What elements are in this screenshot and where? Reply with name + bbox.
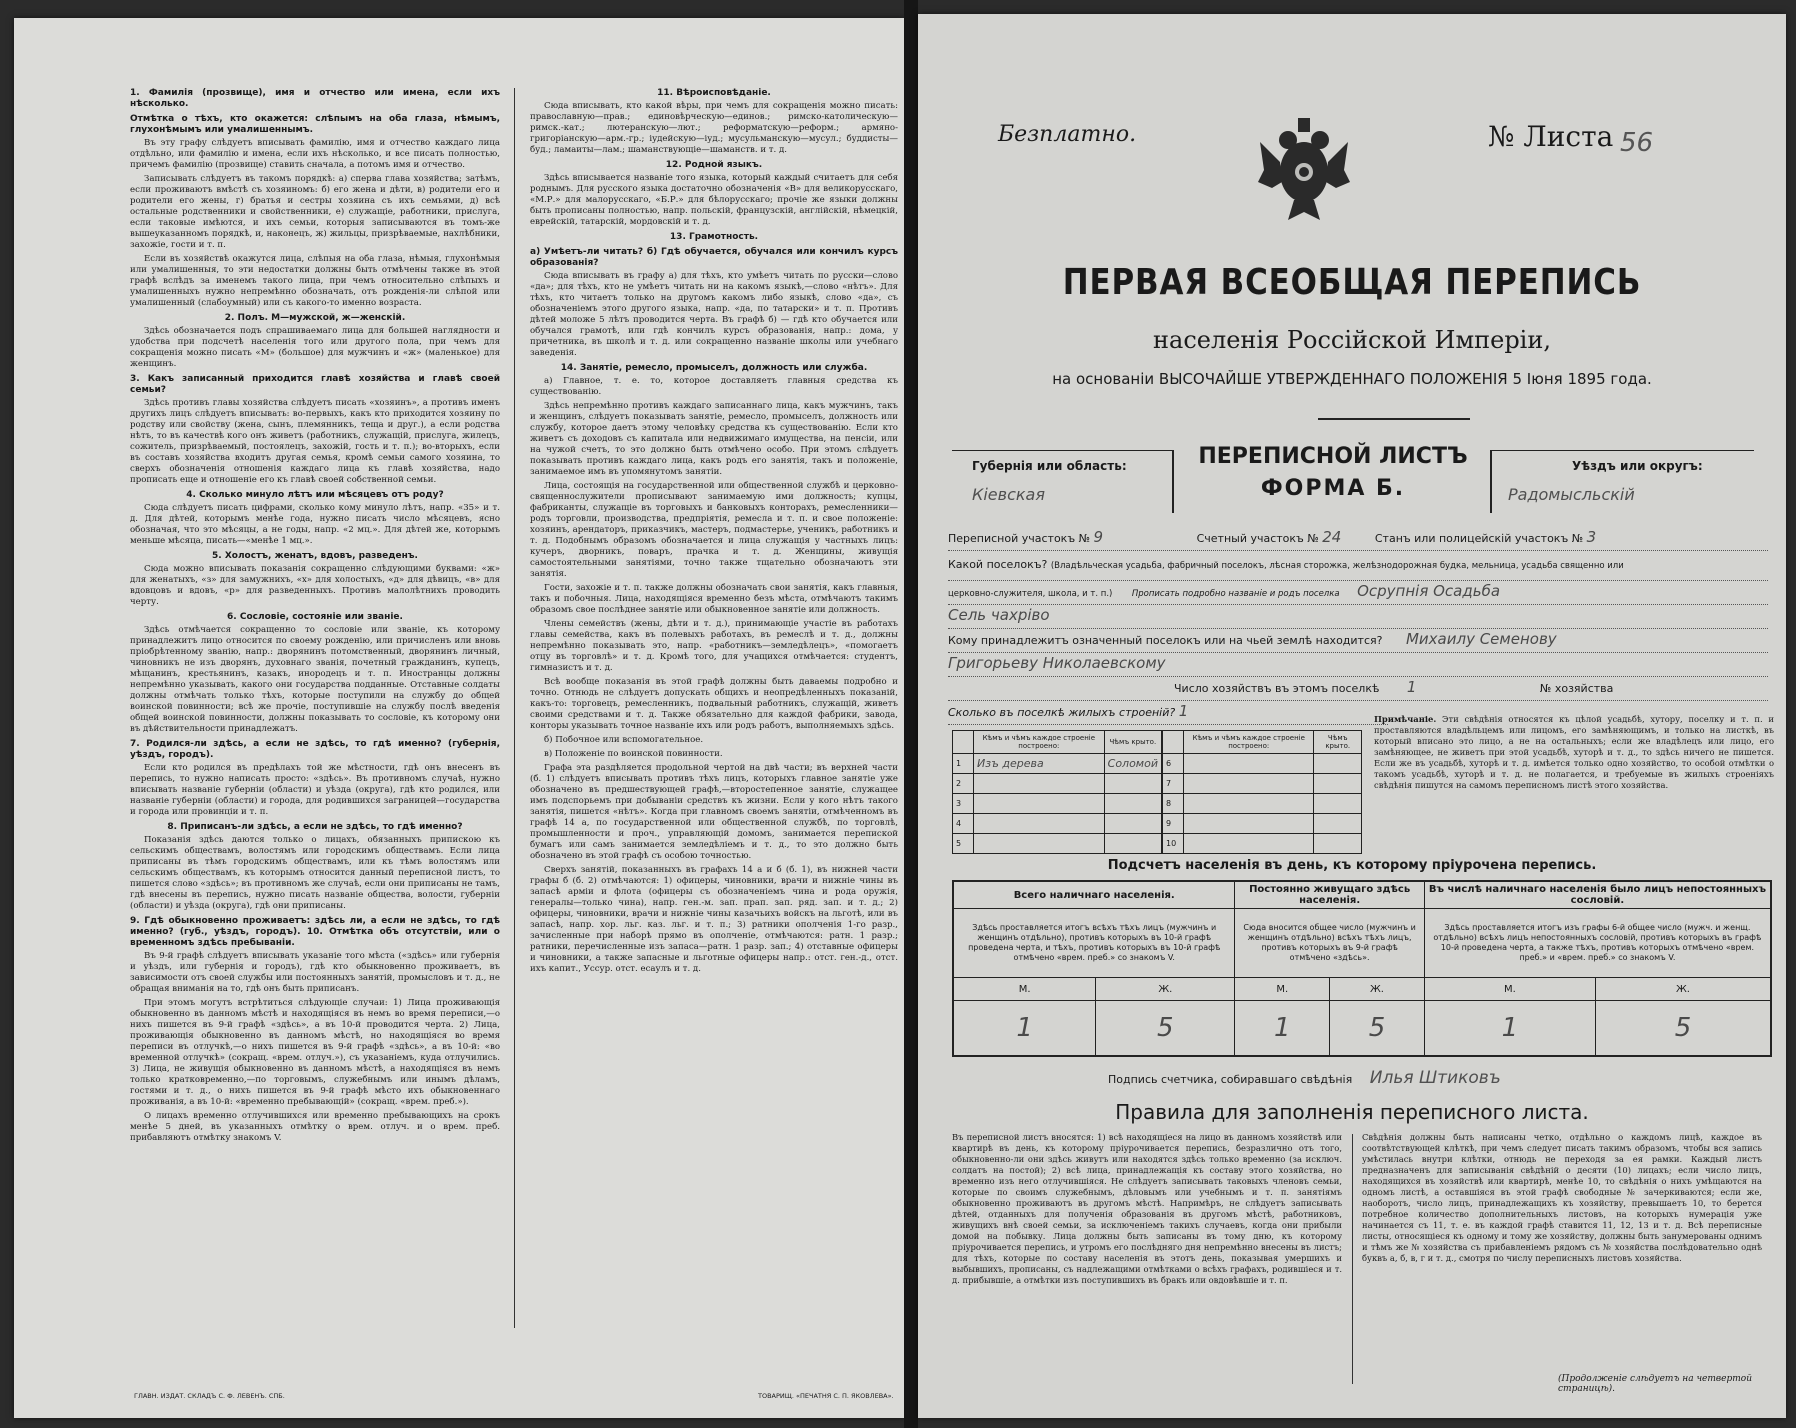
main-title: ПЕРВАЯ ВСЕОБЩАЯ ПЕРЕПИСЬ <box>1062 262 1642 303</box>
rules-column-2: Свѣдѣнія должны быть написаны четко, отдѣльно о каждомъ лицѣ, каждое въ соотвѣтствующей клѣткѣ, при чемъ следует писать такимъ образомъ, чтобы вся запись умѣстилась внутри клѣтки, отнюдь не переходя за ея рамки. Каждый листъ предназначенъ для записыванія свѣдѣній о десяти (10) лицахъ; если число лицъ, находящихся въ хозяйствѣ или квартирѣ, менѣе 10, то свѣдѣнія о нихъ умѣщаются на одномъ листѣ, а оставшіяся въ этой графѣ свободные № зачеркиваются; если же, наоборотъ, число лицъ, принадлежащихъ къ хозяйству, превышаетъ 10, то берется потребное количество дополнительныхъ листовъ, на которыхъ нумерація уже начинается съ 11, т. е. въ каждой графѣ ставится 11, 12, 13 и т. д. Всѣ переписные листы, относящіеся къ одному и тому же хозяйству, должны быть занумерованы однимъ и тѣмъ же № хозяйства съ прибавленіемъ рядомъ съ № хозяйства послѣдовательно однѣ буквъ а, б, в, г и т. д., смотря по числу переписныхъ листовъ хозяйства. <box>1362 1132 1762 1263</box>
section-heading: а) Умѣетъ-ли читать? б) Гдѣ обучается, обучался или кончилъ курсъ образованія? <box>530 247 898 268</box>
section-heading: 13. Грамотность. <box>669 232 759 242</box>
settlement-value-2: Сель чахріво <box>948 606 1050 624</box>
building-row <box>953 814 1162 834</box>
row-settlement <box>948 558 1768 581</box>
rules-title: Правила для заполненія переписного листа. <box>1115 1100 1589 1124</box>
note-head: Примѣчаніе. <box>1374 714 1437 724</box>
section-heading: 4. Сколько минуло лѣтъ или мѣсяцевъ отъ роду? <box>186 490 444 500</box>
instruction-paragraph: Лица, состоящія на государственной или общественной службѣ и церковно-священнослужители прописывают занимаемую ими должность; купцы, фабриканты, служащіе въ торговыхъ и банковыхъ конторахъ, ремесленники—родъ торговли, производства, предпріятія, ремесла и т. п. и свое положеніе: хозяинъ, арендаторъ, приказчикъ, мастеръ, подмастерье, ученикъ, работникъ и т. д. Подобнымъ образомъ обозначается и лица служащія у частныхъ лицъ: кучеръ, дворникъ, поваръ, прачка и т. д. Женщины, живущія самостоятельными занятіями, точно также тщательно обозначаютъ эти занятія. <box>530 481 898 579</box>
section-heading: 7. Родился-ли здѣсь, а если не здѣсь, то гдѣ именно? (губернія, уѣздъ, городъ). <box>130 739 500 760</box>
male-label: М. <box>1424 978 1595 1001</box>
buildings-table-left <box>952 730 1162 854</box>
building-no-header-2 <box>1163 731 1184 754</box>
male-label: М. <box>1235 978 1330 1001</box>
building-row <box>1163 774 1362 794</box>
row-buildings <box>948 702 1388 725</box>
building-row <box>1163 814 1362 834</box>
instruction-paragraph: Здѣсь отмѣчается сокращенно то сословіе или званіе, къ которому принадлежитъ лицо относится по своему рожденію, или причисленъ или вновь пріобрѣтенному званію, напр.: дворянинъ потомственный, дворянинъ личный, чиновникъ не изъ дворянъ, духовнаго званія, почетный гражданинъ, купецъ, мѣщанинъ, крестьянинъ, казакъ, инородецъ и т. п. Иностранцы должны непремѣнно указывать, какого они государства подданные. Отставные солдаты должны отмѣчать только тѣхъ, которые поступили на службу до общей воинской повинности; всѣ же прочіе, поступившіе на службу послѣ введенія общей воинской повинности, должны показывать то сословіе, къ которому они въ дѣйствительности принадлежатъ. <box>130 625 500 734</box>
building-roof <box>1314 834 1362 854</box>
buildings-table-right <box>1162 730 1362 854</box>
building-material <box>1184 834 1314 854</box>
building-material <box>974 774 1105 794</box>
building-number: 5 <box>953 834 974 854</box>
building-row <box>1163 794 1362 814</box>
female-label: Ж. <box>1595 978 1771 1001</box>
count-title: Подсчетъ населенія въ день, къ которому пріурочена перепись. <box>1107 858 1597 873</box>
note-text: Эти свѣдѣнія относятся къ цѣлой усадьбѣ, хутору, поселку и т. п. и проставляются владѣльцемъ или лицомъ, его замѣняющимъ, и только на листкѣ, въ который вписано это лицо, а не на остальныхъ; если же владѣлецъ или лицо, его замѣняющее, не живетъ при этой усадьбѣ, хуторѣ и т. д., то здѣсь ничего не пишется. Если же въ усадьбѣ, хуторѣ и т. д. имѣется только одно хозяйство, то особой отмѣтки о такомъ усадьбѣ, хуторѣ и т. д. не полагается, и требуемые въ жилыхъ строеніяхъ свѣдѣнія пишутся на самомъ переписномъ листѣ этого хозяйства. <box>1374 714 1774 790</box>
instruction-paragraph: Гости, захожіе и т. п. также должны обозначать свои занятія, какъ главныя, такъ и побочныя. Лица, находящіяся временно безъ мѣста, отмѣчаютъ такимъ образомъ свое послѣднее занятіе или обыкновенное занятіе или должность. <box>530 583 898 615</box>
sheet-number-label: № Листа <box>1488 120 1614 153</box>
building-no-header <box>953 731 974 754</box>
building-material <box>974 814 1105 834</box>
building-row <box>953 834 1162 854</box>
census-form-page <box>918 14 1786 1418</box>
section-heading: 11. Вѣроисповѣданіе. <box>657 88 771 98</box>
section-heading: 8. Приписанъ-ли здѣсь, а если не здѣсь, то гдѣ именно? <box>167 822 463 832</box>
row-owner <box>948 630 1768 653</box>
instruction-paragraph: Здѣсь непремѣнно противъ каждаго записаннаго лица, какъ мужчинъ, такъ и женщинъ, слѣдуетъ показывать занятіе, ремесло, промыселъ, должность или службу, которое даетъ этому человѣку средства къ существованію. Если кто живетъ съ доходовъ съ капитала или недвижимаго имущества, на пенсіи, или на чужой счетъ, то это должно быть отмѣчено особо. При этомъ слѣдуетъ показывать противъ каждаго лица, какъ родъ его занятія, такъ и положеніе, занимаемое имъ въ упомянутомъ занятіи. <box>530 401 898 477</box>
signature-row <box>1108 1068 1501 1088</box>
buildings-right-body <box>1163 754 1362 854</box>
building-number: 10 <box>1163 834 1184 854</box>
settlement-label: Какой поселокъ? <box>948 558 1048 571</box>
owner-label: Кому принадлежитъ означенный поселокъ или на чьей землѣ находится? <box>948 634 1383 647</box>
title-rule <box>1318 418 1470 420</box>
settlement-note-3: Прописать подробно названіе и родъ поселка <box>1131 589 1340 599</box>
male-count: 1 <box>1424 1001 1595 1057</box>
buildings-label: Сколько въ поселкѣ жилыхъ строеній? <box>948 706 1176 719</box>
uezd-value: Радомысльскій <box>1508 485 1635 504</box>
count-column-header: Въ числѣ наличнаго населенія было лицъ непостоянныхъ сословій. <box>1424 881 1771 909</box>
guberniya-box <box>952 450 1174 513</box>
section-heading: 2. Полъ. М—мужской, ж—женскій. <box>224 313 406 323</box>
instruction-paragraph: Графа эта раздѣляется продольной чертой на двѣ части; въ верхней части (б. 1) слѣдуетъ вписывать противъ тѣхъ лицъ, которыхъ главное занятіе уже обозначено въ предшествующей графѣ,—второстепенное занятіе, служащее имъ подспорьемъ при добываніи средствъ къ жизни. Если у кого нѣтъ такого занятія, пишется «нѣтъ». Когда при главномъ своемъ занятіи, отмѣченномъ въ графѣ 14 а, по государственной или общественной службѣ, по торговлѣ, промышленности и проч., управляющій домомъ, занимается перепиской бумагъ или самъ занимается земледѣліемъ и т. д., то это должно быть обозначено въ этой графѣ съ особою точностью. <box>530 763 898 861</box>
count-column-description: Сюда вносится общее число (мужчинъ и женщинъ отдѣльно) всѣхъ тѣхъ лицъ, противъ которыхъ въ 9-й графѣ отмѣчено «здѣсь». <box>1235 909 1424 978</box>
subtitle: населенія Россійской Имперіи, <box>1153 326 1551 354</box>
instruction-paragraph: О лицахъ временно отлучившихся или временно пребывающихъ на срокъ менѣе 5 дней, въ указанныхъ отмѣтку о врем. отлуч. и о врем. преб. прибавляютъ отмѣтку знакомъ V. <box>130 1111 500 1143</box>
built-header-2: Кѣмъ и чѣмъ каждое строеніе построено: <box>1184 731 1314 754</box>
instruction-paragraph: Сюда слѣдуетъ писать цифрами, сколько кому минуло лѣтъ, напр. «35» и т. д. Для дѣтей, которымъ менѣе года, нужно писать число мѣсяцевъ, ясно обозначая, что это мѣсяцы, а не годы, напр. «2 мц.». Для дѣтей же, которымъ меньше мѣсяца, писать—«менѣе 1 мц.». <box>130 503 500 546</box>
note-block <box>1374 714 1774 791</box>
free-label: Безплатно. <box>998 122 1137 147</box>
legal-basis: на основаніи ВЫСОЧАЙШЕ УТВЕРЖДЕННАГО ПОЛОЖЕНІЯ 5 Іюня 1895 года. <box>1052 370 1652 388</box>
female-count: 5 <box>1330 1001 1425 1057</box>
building-roof <box>1314 814 1362 834</box>
schetny-value: 24 <box>1322 528 1342 546</box>
buildings-value: 1 <box>1178 702 1189 720</box>
building-material <box>1184 754 1314 774</box>
owner-value-2: Григорьеву Николаевскому <box>948 654 1166 672</box>
schetny-label: Счетный участокъ № <box>1196 532 1319 545</box>
uchastok-value: 9 <box>1093 528 1104 546</box>
instructions-column-1 <box>130 84 500 1334</box>
instruction-paragraph: Здѣсь противъ главы хозяйства слѣдуетъ писать «хозяинъ», а противъ именъ другихъ лицъ слѣдуетъ вписывать: во-первыхъ, какъ кто приходится хозяину по родству или свойству (жена, сынъ, племянникъ, теща и друг.), а если родства нѣтъ, то въ качествѣ кого онъ живетъ (работникъ, служащій, прислуга, жилецъ, сожитель, призрѣваемый, постоялецъ, захожій, гость и т. п.); во-вторыхъ, если въ составъ хозяйства входитъ другая семья, кромѣ семьи самого хозяина, то сверхъ обозначенія отношенія каждаго лица къ главѣ хозяйства, надо прописать еще и отношеніе его къ главѣ своей собственной семьи. <box>130 398 500 485</box>
instruction-paragraph: При этомъ могутъ встрѣтиться слѣдующіе случаи: 1) Лица проживающія обыкновенно въ данномъ мѣстѣ и находящіяся въ немъ во время переписи,—о нихъ пишется въ 9-й графѣ «здѣсь», а въ 10-й проводится черта. 2) Лица, проживающія обыкновенно въ данномъ мѣстѣ, но находящіяся во время переписи въ отлучкѣ,—о нихъ пишется въ 9-й графѣ «здѣсь», а въ 10-й: «во временной отлучкѣ» (сокращ. «врем. отлуч.»), съ указаніемъ, куда отлучились. 3) Лица, не живущія обыкновенно въ данномъ мѣстѣ, а находящіяся въ немъ только кратковременно,—по торговымъ, служебнымъ или инымъ дѣламъ, гостями и т. д., о нихъ пишется въ 9-й графѣ мѣсто ихъ обыкновеннаго проживанія, а въ 10-й: «временно пребывающій» (сокращ. «врем. преб.»). <box>130 998 500 1107</box>
row-settlement-2 <box>948 582 1768 605</box>
building-material <box>974 794 1105 814</box>
count-column-description: Здѣсь проставляется итогъ всѣхъ тѣхъ лицъ (мужчинъ и женщинъ отдѣльно), противъ которыхъ въ 10-й графѣ проведена черта, и тѣхъ, противъ которыхъ въ 10-й графѣ отмѣчено «врем. преб.» со знакомъ V. <box>953 909 1235 978</box>
settlement-note: (Владѣльческая усадьба, фабричный поселокъ, лѣсная сторожка, желѣзнодорожная будка, мельница, усадьба священно или <box>1050 561 1624 571</box>
instruction-paragraph: б) Побочное или вспомогательное. <box>544 735 704 745</box>
roof-header-2: Чѣмъ крыто. <box>1314 731 1362 754</box>
building-row <box>953 794 1162 814</box>
row-households <box>948 678 1768 701</box>
roof-header: Чѣмъ крыто. <box>1104 731 1161 754</box>
binding-fold <box>904 0 918 1428</box>
female-count: 5 <box>1595 1001 1771 1057</box>
uezd-box <box>1490 450 1754 513</box>
instruction-paragraph: Члены семействъ (жены, дѣти и т. д.), принимающіе участіе въ работахъ главы семейства, какъ въ полевыхъ работахъ, въ ремеслѣ и т. д., должны непремѣнно показывать это, напр. «работникъ—земледѣлецъ», «помогаетъ отцу въ торговлѣ» и т. д. Кромѣ того, для учащихся отмѣчается: студентъ, гимназистъ и т. д. <box>530 619 898 673</box>
building-roof <box>1314 754 1362 774</box>
count-desc-row <box>953 909 1771 978</box>
section-heading: 12. Родной языкъ. <box>665 160 763 170</box>
owner-value: Михаилу Семенову <box>1405 630 1557 648</box>
instruction-paragraph: Сюда вписывать въ графу а) для тѣхъ, кто умѣетъ читать по русски—слово «да»; для тѣхъ, кто не умѣетъ читать ни на какомъ языкѣ,—слово «нѣтъ». Для тѣхъ, кто читаетъ только на другомъ какомъ либо языкѣ, слово «да», съ обозначеніемъ этого другого языка, напр. «да, по татарски» и т. п. Противъ дѣтей моложе 5 лѣтъ проводится черта. Въ графѣ б) — гдѣ кто обучается или обучался грамотѣ, или гдѣ кончилъ курсъ образованія, напр.: дома, у причетника, въ школѣ и т. д. или сокращенно названіе школы или учебнаго заведенія. <box>530 271 898 358</box>
settlement-note-2: церковно-служителя, школа, и т. п.) <box>948 589 1113 599</box>
signature-label: Подпись счетчика, собиравшаго свѣдѣнія <box>1108 1073 1353 1086</box>
stan-label: Станъ или полицейскій участокъ № <box>1374 532 1584 545</box>
building-material: Изъ дерева <box>974 754 1105 774</box>
instruction-paragraph: Показанія здѣсь даются только о лицахъ, обязанныхъ припискою къ сельскимъ обществамъ, волостямъ или городскимъ обществамъ. Если лица приписаны въ тѣмъ городскимъ обществамъ, или къ тѣмъ волостямъ или сельскимъ обществамъ, къ которымъ относится данный переписной листъ, то пишется слово «здѣсь»; въ противномъ же случаѣ, если они приписаны не тамъ, гдѣ внесены въ перепись, нужно писать названіе общества, волости, губерніи (области) и уѣзда (округа), гдѣ они приписаны. <box>130 835 500 911</box>
household-no-label: № хозяйства <box>1539 682 1614 695</box>
building-number: 6 <box>1163 754 1184 774</box>
building-roof <box>1104 794 1161 814</box>
section-heading: 14. Занятіе, ремесло, промыселъ, должность или служба. <box>560 363 868 373</box>
rules-column-1: Въ переписной листъ вносятся: 1) всѣ находящіеся на лицо въ данномъ хозяйствѣ или квартирѣ въ день, къ которому пріурочивается перепись, безразлично отъ того, обыкновенно-ли они здѣсь живутъ или находятся здѣсь только временно (за исключ. солдатъ на постой); 2) всѣ лица, принадлежащія къ составу этого хозяйства, но временно изъ него отлучившіяся. Не слѣдуетъ записывать таковыхъ членовъ семьи, которые по своимъ служебнымъ, дѣловымъ или учебнымъ и т. п. занятіямъ обыкновенно проживаютъ въ другомъ мѣстѣ. Напримѣръ, не слѣдуетъ записывать дѣтей, отданныхъ для полученія образованія въ другомъ мѣстѣ, работниковъ, живущихъ внѣ своей семьи, за исключеніемъ такихъ случаевъ, когда они прибыли домой на побывку. Лица должны быть записаны въ тому дню, къ которому пріурочивается перепись, и утромъ его послѣдняго дня непремѣнно внесены въ листъ; для тѣхъ, которые по составу населенія въ этотъ день, показывая умершихъ и выбывшихъ, прописаны, съ надлежащими отмѣтками о всѣхъ графахъ, родившіеся и т. д. прибывшіе, а отмѣтки изъ поступившихъ въ бракъ или овдовѣвшіе и т. п. <box>952 1132 1342 1285</box>
stan-value: 3 <box>1586 528 1597 546</box>
sheet-number-value: 56 <box>1620 128 1654 158</box>
imprint-right: ТОВАРИЩ. «ПЕЧАТНЯ С. П. ЯКОВЛЕВА». <box>758 1392 894 1400</box>
left-page <box>14 18 904 1418</box>
instructions-column-2 <box>530 84 898 1334</box>
building-roof <box>1314 794 1362 814</box>
instruction-paragraph: Всѣ вообще показанія въ этой графѣ должны быть даваемы подробно и точно. Отнюдь не слѣдуетъ допускать общихъ и неопредѣленныхъ показаній, какъ-то: торговецъ, ремесленникъ, подвальный работникъ, служащій, живетъ своими средствами и т. д. Также обязательно для каждой фабрики, завода, конторы указывать точное названіе ихъ или родъ работъ, выполняемыхъ здѣсь. <box>530 677 898 731</box>
imprint-left: ГЛАВН. ИЗДАТ. СКЛАДЪ С. Ф. ЛЕВЕНЪ. СПБ. <box>134 1392 285 1400</box>
building-material <box>1184 814 1314 834</box>
female-label: Ж. <box>1330 978 1425 1001</box>
form-title: ПЕРЕПИСНОЙ ЛИСТЪ <box>1198 444 1468 469</box>
buildings-left-body <box>953 754 1162 854</box>
households-label: Число хозяйствъ въ этомъ поселкѣ <box>1174 682 1380 695</box>
male-count: 1 <box>1235 1001 1330 1057</box>
instruction-paragraph: Сюда вписывать, кто какой вѣры, при чемъ для сокращенія можно писать: православную—прав.; единовѣрческую—единов.; римско-католическую—римск.-кат.; лютеранскую—лют.; реформатскую—реформ.; армяно-григоріанскую—арм.-гр.; іудейскую—іуд.; мусульманскую—мусул.; буддисты—буд.; ламаиты—лам.; шаманствующіе—шаманств. и т. д. <box>530 101 898 155</box>
row-settlement-3 <box>948 606 1768 629</box>
count-column-header: Постоянно живущаго здѣсь населенія. <box>1235 881 1424 909</box>
building-number: 7 <box>1163 774 1184 794</box>
population-count-table <box>952 880 1772 1057</box>
building-roof <box>1104 834 1161 854</box>
signature-value: Илья Штиковъ <box>1369 1068 1501 1088</box>
building-number: 9 <box>1163 814 1184 834</box>
guberniya-label: Губернія или область: <box>972 459 1127 473</box>
section-heading: 5. Холостъ, женатъ, вдовъ, разведенъ. <box>212 551 418 561</box>
male-count: 1 <box>953 1001 1096 1057</box>
instruction-paragraph: Въ 9-й графѣ слѣдуетъ вписывать указаніе того мѣста («здѣсь» или губернія и уѣздъ, или губернія и городъ), гдѣ кто обыкновенно проживаетъ, въ зависимости отъ своей службы или постоянныхъ занятій, промысловъ и т. д., не обращая вниманія на то, гдѣ онъ быть приписанъ. <box>130 951 500 994</box>
female-count: 5 <box>1096 1001 1235 1057</box>
double-headed-eagle-emblem <box>1258 112 1350 224</box>
uchastok-label: Переписной участокъ № <box>948 532 1091 545</box>
section-heading: 3. Какъ записанный приходится главѣ хозяйства и главѣ своей семьи? <box>130 374 500 395</box>
section-heading: 9. Гдѣ обыкновенно проживаетъ: здѣсь ли, а если не здѣсь, то гдѣ именно? (губ., уѣздъ, городъ). 10. Отмѣтка объ отсутствіи, или о временномъ здѣсь пребываніи. <box>130 916 500 948</box>
rules-divider <box>1352 1134 1353 1384</box>
building-roof: Соломой <box>1104 754 1161 774</box>
uezd-label: Уѣздъ или округъ: <box>1572 459 1703 473</box>
instruction-paragraph: Въ эту графу слѣдуетъ вписывать фамилію, имя и отчество каждаго лица отдѣльно, или фамилію и имена, если ихъ нѣсколько, и все писать полностью, причемъ фамилію (прозвище) ставить сначала, а потомъ имя и отчество. <box>130 138 500 170</box>
built-header: Кѣмъ и чѣмъ каждое строеніе построено: <box>974 731 1105 754</box>
row-owner-2 <box>948 654 1768 677</box>
column-divider <box>514 88 515 1328</box>
count-sex-row <box>953 978 1771 1001</box>
instruction-paragraph: Здѣсь обозначается подъ спрашиваемаго лица для большей наглядности и удобства при подсчетѣ населенія того или другого пола, при чемъ для сокращенія можно писать «М» (большое) для мужчинъ и «ж» (маленькое) для женщинъ. <box>130 326 500 369</box>
building-material <box>974 834 1105 854</box>
building-row <box>953 774 1162 794</box>
building-row <box>953 754 1162 774</box>
building-roof <box>1314 774 1362 794</box>
instruction-paragraph: Если въ хозяйствѣ окажутся лица, слѣпыя на оба глаза, нѣмыя, глухонѣмыя или умалишенныя, то эти недостатки должны быть отмѣчены также въ этой графѣ вслѣдъ за именемъ такого лица, при чемъ относительно слѣпыхъ и умалишенныхъ нужно непремѣнно обозначать, отъ рожденія-ли слѣпой или умалишенный (слабоумный) или съ какого-то именно возраста. <box>130 254 500 308</box>
section-heading: 1. Фамилія (прозвище), имя и отчество или имена, если ихъ нѣсколько. <box>130 88 500 109</box>
building-number: 4 <box>953 814 974 834</box>
count-column-description: Здѣсь проставляется итогъ изъ графы 6-й общее число (мужч. и женщ. отдѣльно) всѣхъ лицъ непостоянныхъ сословій, противъ которыхъ въ графѣ 10-й проведена черта, а также тѣхъ, противъ которыхъ отмѣчено «врем. преб.» и «врем. преб.» со знакомъ V. <box>1424 909 1771 978</box>
section-heading: Отмѣтка о тѣхъ, кто окажется: слѣпымъ на оба глаза, нѣмымъ, глухонѣмымъ или умалишеннымъ. <box>130 114 500 135</box>
instruction-paragraph: Если кто родился въ предѣлахъ той же мѣстности, гдѣ онъ внесенъ въ перепись, то нужно написать просто: «здѣсь». Въ противномъ случаѣ, нужно вписывать названіе губерніи (области) и уѣзда (округа), гдѣ кто родился, или названіе губерніи (области) и города, для родившихся заграницей—государства и города или провинціи и т. п. <box>130 763 500 817</box>
guberniya-value: Кіевская <box>972 485 1045 504</box>
instruction-paragraph: Сюда можно вписывать показанія сокращенно слѣдующими буквами: «ж» для женатыхъ, «з» для замужнихъ, «х» для холостыхъ, «д» для дѣвицъ, «в» для вдовцовъ и вдовъ, «р» для разведенныхъ. Противъ малолѣтнихъ проводить черту. <box>130 564 500 607</box>
count-column-header: Всего наличнаго населенія. <box>953 881 1235 909</box>
instruction-paragraph: а) Главное, т. е. то, которое доставляетъ главныя средства къ существованію. <box>530 376 898 397</box>
building-material <box>1184 774 1314 794</box>
building-number: 3 <box>953 794 974 814</box>
building-material <box>1184 794 1314 814</box>
section-heading: 6. Сословіе, состояніе или званіе. <box>227 612 403 622</box>
building-row <box>1163 754 1362 774</box>
building-number: 2 <box>953 774 974 794</box>
count-value-row <box>953 1001 1771 1057</box>
row-uchastok <box>948 528 1768 551</box>
count-header-row <box>953 881 1771 909</box>
continued-note: (Продолженіе слѣдуетъ на четвертой страницѣ). <box>1558 1374 1752 1394</box>
form-letter: ФОРМА Б. <box>1260 476 1406 501</box>
female-label: Ж. <box>1096 978 1235 1001</box>
instruction-paragraph: Записывать слѣдуетъ въ такомъ порядкѣ: а) сперва глава хозяйства; затѣмъ, если проживаютъ вмѣстѣ съ хозяиномъ: б) его жена и дѣти, в) родители его и родители его жены, г) братья и сестры хозяина съ ихъ семьями, д) всѣ остальные родственники и свойственники, е) служащіе, работники, прислуга, если таковые имѣются, и ихъ семьи, которыя записываются въ томъ-же вышеуказанномъ порядкѣ, и, наконецъ, ж) жильцы, призрѣваемые, нахлѣбники, захожіе, гости и т. п. <box>130 174 500 250</box>
building-roof <box>1104 774 1161 794</box>
building-row <box>1163 834 1362 854</box>
building-number: 8 <box>1163 794 1184 814</box>
households-value: 1 <box>1406 678 1417 696</box>
settlement-value: Осрупнія Осадьба <box>1357 582 1501 600</box>
instruction-paragraph: Здѣсь вписывается названіе того языка, который каждый считаетъ для себя роднымъ. Для русского языка достаточно обозначенія «В» для великорусскаго, «М.Р.» для малорусскаго, «Б.Р.» для бѣлорусскаго; прочіе же языки должны быть прописаны полностью, напр. польскій, французскій, англійскій, нѣмецкій, еврейскій, татарскій, мордовскій и т. д. <box>530 173 898 227</box>
instruction-paragraph: в) Положеніе по воинской повинности. <box>544 749 723 759</box>
building-number: 1 <box>953 754 974 774</box>
building-roof <box>1104 814 1161 834</box>
instruction-paragraph: Сверхъ занятій, показанныхъ въ графахъ 14 а и б (б. 1), въ нижней части графы б (б. 2) отмѣчаются: 1) офицеры, чиновники, врачи и нижніе чины въ запасѣ арміи и флота (офицеры съ обозначеніемъ чина и рода оружія, генералы—только чина), напр. ген.-м. зап. прап. зап. ряд. зап. и т. д.; 2) офицеры, чиновники, врачи и нижніе чины казачьихъ войскъ на льготѣ, или въ запасѣ, напр. хор. льг. каз. льг. и т. п.; 3) ратники ополченія 1-го разр., зачисленные при наборѣ прямо въ ополченіе, отмѣчаются: ратн. 1 разр.; ратники, перечисленные изъ запаса—ратн. 1 разр. зап.; 4) отставные офицеры и чиновники, а также запасные и льготные офицеры напр.: отст. ген.-д., отст. ихъ капит., Уссур. отст. есаулъ и т. д. <box>530 865 898 974</box>
male-label: М. <box>953 978 1096 1001</box>
